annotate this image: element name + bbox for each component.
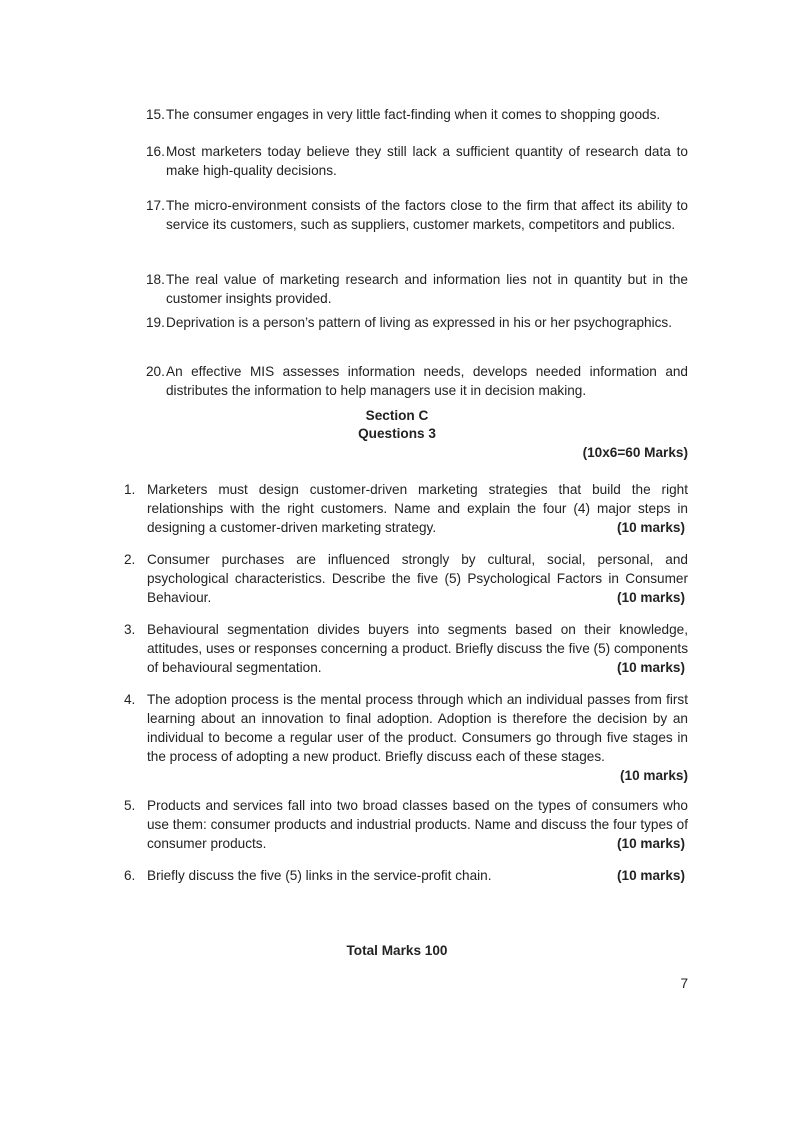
section-marks: (10x6=60 Marks)	[582, 445, 688, 460]
question-marks: (10 marks)	[616, 868, 685, 883]
question-number: 4.	[124, 692, 136, 707]
section-title: Section C	[365, 408, 429, 423]
statement-17	[146, 196, 688, 234]
statement-20	[146, 362, 688, 400]
question-text: Behavioural segmentation divides buyers into segments based on their knowledge, attitudes, uses or responses concerning a product. Briefly discuss the five (5) components of behavioural segmentation.	[147, 622, 689, 675]
total-marks: Total Marks 100	[346, 943, 448, 958]
item-text: The micro-environment consists of the factors close to the firm that affect its ability to service its customers, such as suppliers, customer markets, competitors and publics.	[166, 198, 688, 232]
statement-19	[146, 313, 688, 332]
item-text: The real value of marketing research and information lies not in quantity but in the customer insights provided.	[166, 272, 688, 306]
item-text: An effective MIS assesses information needs, develops needed information and distributes the information to help managers use it in decision making.	[166, 364, 688, 398]
item-number: 17.	[146, 198, 165, 213]
question-number: 6.	[124, 868, 136, 883]
item-text: The consumer engages in very little fact-finding when it comes to shopping goods.	[166, 107, 661, 122]
question-number: 5.	[124, 798, 136, 813]
question-text: Briefly discuss the five (5) links in the service-profit chain.	[147, 868, 492, 883]
question-text: Consumer purchases are influenced strongly by cultural, social, personal, and psychological characteristics. Describe the five (5) Psychological Factors in Consumer Behaviour.	[147, 552, 688, 605]
question-text: Products and services fall into two broad classes based on the types of consumers who use them: consumer products and industrial products. Name and discuss the four types of consumer products.	[147, 798, 688, 851]
page-number: 7	[680, 976, 688, 991]
item-number: 15.	[146, 107, 165, 122]
question-5	[124, 796, 688, 853]
item-number: 16.	[146, 144, 165, 159]
question-3	[124, 620, 688, 677]
question-marks: (10 marks)	[619, 768, 688, 783]
question-text: The adoption process is the mental process through which an individual passes from first learning about an innovation to final adoption. Adoption is therefore the decision by an individual to become a regular user of the product. Consumers go through five stages in the process of adopting a new product. Briefly discuss each of these stages.	[147, 692, 688, 764]
item-text: Deprivation is a person’s pattern of living as expressed in his or her psychographics.	[166, 315, 673, 330]
question-marks: (10 marks)	[616, 520, 685, 535]
statement-18	[146, 270, 688, 308]
question-text: Marketers must design customer-driven marketing strategies that build the right relationships with the right customers. Name and explain the four (4) major steps in designing a customer-driven marketing strategy.	[147, 482, 688, 535]
item-number: 18.	[146, 272, 165, 287]
question-number: 2.	[124, 552, 136, 567]
question-1	[124, 480, 688, 537]
question-marks: (10 marks)	[616, 836, 685, 851]
question-marks: (10 marks)	[616, 660, 685, 675]
statement-15	[146, 105, 688, 124]
item-text: Most marketers today believe they still lack a sufficient quantity of research data to make high-quality decisions.	[166, 144, 688, 178]
statement-16	[146, 142, 688, 180]
item-number: 19.	[146, 315, 165, 330]
section-subtitle: Questions 3	[358, 426, 436, 441]
question-4	[124, 690, 688, 785]
question-marks: (10 marks)	[616, 590, 685, 605]
question-6	[124, 866, 688, 885]
question-number: 1.	[124, 482, 136, 497]
question-2	[124, 550, 688, 607]
question-number: 3.	[124, 622, 136, 637]
item-number: 20.	[146, 364, 165, 379]
